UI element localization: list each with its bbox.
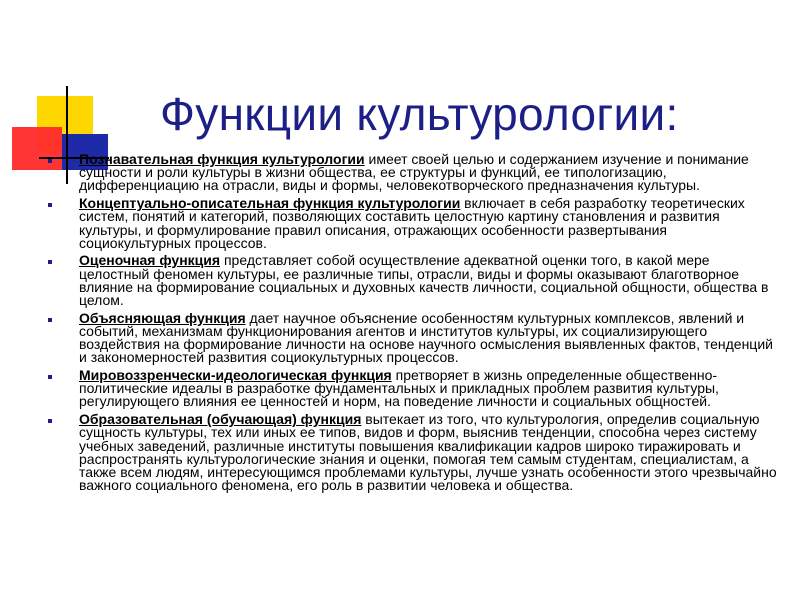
bullet-icon bbox=[48, 203, 52, 207]
item-text: имеет своей целью и содержанием изучение и понимание сущности и роли культуры в жизни общества, ее структуры и функций, ее типологизацию, дифференциацию на отрасли, виды и формы, человекотворческого предназначения культуры. bbox=[79, 151, 749, 194]
item-term: Концептуально-описательная функция культурологии bbox=[79, 195, 461, 212]
item-text: дает научное объяснение особенностям культурных комплексов, явлений и событий, механизмам функционирования агентов и институтов культуры, их социализирующего воздействия на формирование личности на основе научного осмысления выявленных фактов, тенденций и закономерностей развития социокультурных процессов. bbox=[79, 309, 773, 366]
item-term: Оценочная функция bbox=[79, 252, 221, 269]
item-term: Познавательная функция культурологии bbox=[79, 151, 365, 167]
bullet-icon bbox=[48, 318, 52, 322]
function-list bbox=[40, 153, 780, 497]
list-item bbox=[40, 197, 780, 250]
item-text: представляет собой осуществление адекватной оценки того, в какой мере целостный феномен культуры, ее различные типы, отрасли, виды и формы оказывают благотворное влияние на формирование социальных и духовных качеств личности, социальной общности, общества в целом. bbox=[79, 252, 769, 309]
item-text: включает в себя разработку теоретических систем, понятий и категорий, позволяющих составить целостную картину становления и развития культуры, и формулирование правил описания, отражающих особенности развертывания социокультурных процессов. bbox=[79, 195, 745, 251]
bullet-icon bbox=[48, 159, 52, 163]
bullet-icon bbox=[48, 375, 52, 379]
bullet-icon bbox=[48, 260, 52, 264]
list-item bbox=[40, 369, 780, 409]
item-term: Мировоззренчески-идеологическая функция bbox=[79, 367, 392, 384]
list-item bbox=[40, 309, 780, 366]
bullet-icon bbox=[48, 419, 52, 423]
item-text: вытекает из того, что культурология, определив социальную сущность культуры, тех или иных ее типов, видов и форм, выяснив тенденции, способна через систему учебных заведений, различные институты повышения квалификации кадров широко тиражировать и распространять культурологические знания и оценки, помогая тем самым студентам, специалистам, а также всем людям, интересующимся проблемами культуры, лучше узнать особенности этого чрезвычайно важного социального феномена, его роль в развитии человека и общества. bbox=[79, 411, 777, 494]
list-item bbox=[40, 153, 780, 193]
item-term: Образовательная (обучающая) функция bbox=[79, 411, 362, 428]
item-term: Объясняющая функция bbox=[79, 309, 246, 326]
slide-title: Функции культурологии: bbox=[160, 88, 679, 140]
list-item bbox=[40, 413, 780, 492]
item-text: претворяет в жизнь определенные общественно-политические идеалы в разработке фундаментальных и прикладных проблем развития культуры, регулирующего влияния ее ценностей и норм, на поведение личности и социальных общностей. bbox=[79, 367, 719, 410]
list-item bbox=[40, 254, 780, 307]
